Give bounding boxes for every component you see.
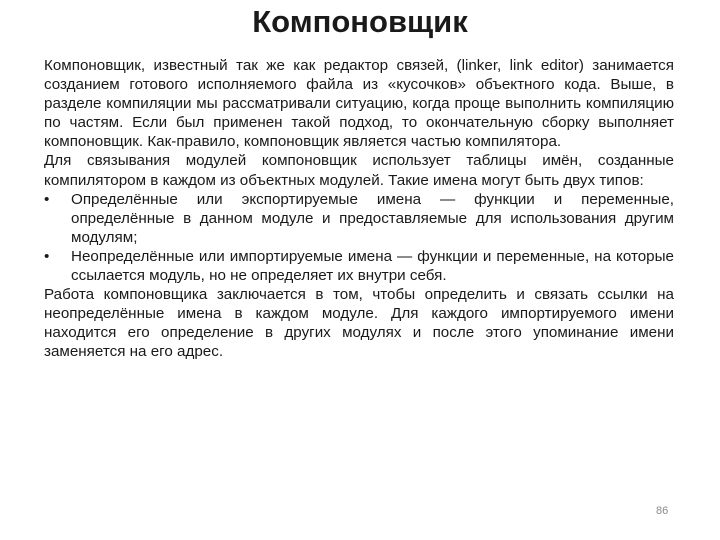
slide-body: [44, 56, 674, 362]
exported-names-text: Определённые или экспортируемые имена — функции и переменные, определённые в данном модуле и предоставляемые для использования другим модулям;: [71, 190, 674, 246]
imported-names-text: Неопределённые или импортируемые имена — функции и переменные, на которые ссылается модуль, но не определяет их внутри себя.: [71, 247, 674, 285]
name-types-list: [44, 190, 674, 285]
name-tables-paragraph: Для связывания модулей компоновщик использует таблицы имён, созданные компилятором в каждом из объектных модулей. Такие имена могут быть двух типов:: [44, 152, 674, 189]
bullet-icon: •: [44, 247, 50, 265]
closing-paragraph: Работа компоновщика заключается в том, чтобы определить и связать ссылки на неопределённые имена в каждом модуле. Для каждого импортируемого имени находится его определение в других модулях и после этого упоминание имени заменяется на его адрес.: [44, 286, 674, 361]
page-number: 86: [656, 505, 669, 517]
list-item: [44, 247, 674, 285]
intro-paragraph: Компоновщик, известный так же как редактор связей, (linker, link editor) занимается созданием готового исполняемого файла из «кусочков» объектного кода. Выше, в разделе компиляции мы рассматривали ситуацию, когда проще выполнить компиляцию по частям. Если был применен такой подход, то окончательную сборку выполняет компоновщик. Как-правило, компоновщик является частью компилятора.: [44, 57, 674, 151]
bullet-icon: •: [44, 190, 50, 208]
slide-title: Компоновщик: [252, 4, 468, 39]
list-item: [44, 190, 674, 247]
